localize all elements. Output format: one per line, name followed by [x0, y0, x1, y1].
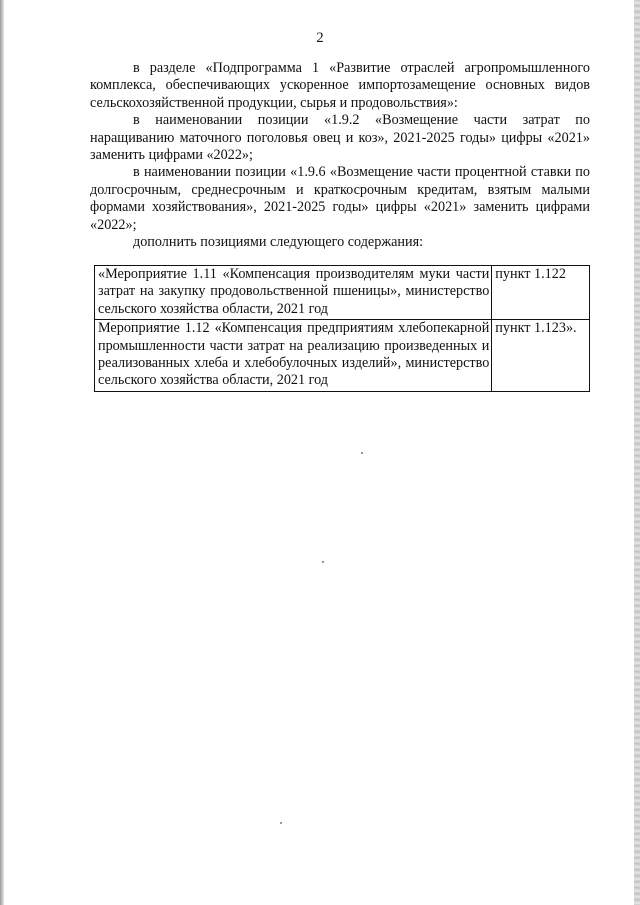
paragraph-position-1-9-6: в наименовании позиции «1.9.6 «Возмещение части процентной ставки по долгосрочным, среднесрочным и краткосрочным кредитам, взятым малыми формами хозяйствования», 2021-2025 годы» цифры «2021» заменить цифрами «2022»;: [90, 164, 590, 233]
table-row: [95, 320, 590, 392]
table-cell-description: Мероприятие 1.12 «Компенсация предприятиям хлебопекарной промышленности части затрат на реализацию произведенных и реализованных хлеба и хлебобулочных изделий», министерство сельского хозяйства области, 2021 год: [95, 320, 492, 392]
scan-edge-left: [0, 0, 4, 905]
table-cell-description: «Мероприятие 1.11 «Компенсация производителям муки части затрат на закупку продовольственной пшеницы», министерство сельского хозяйства области, 2021 год: [95, 266, 492, 320]
paragraph-position-1-9-2: в наименовании позиции «1.9.2 «Возмещение части затрат по наращиванию маточного поголовья овец и коз», 2021-2025 годы» цифры «2021» заменить цифрами «2022»;: [90, 112, 590, 164]
table-cell-reference: пункт 1.122: [492, 266, 590, 320]
page-number: 2: [316, 30, 324, 46]
scan-speck: [322, 561, 324, 563]
table-row: [95, 266, 590, 320]
scan-speck: [361, 452, 363, 454]
paragraph-add-positions: дополнить позициями следующего содержания:: [133, 234, 424, 251]
document-body: [90, 60, 590, 251]
scan-speck: [280, 822, 282, 824]
positions-table: [94, 265, 590, 392]
paragraph-section-intro: в разделе «Подпрограмма 1 «Развитие отраслей агропромышленного комплекса, обеспечивающих ускоренное импортозамещение основных видов сельскохозяйственной продукции, сырья и продовольствия»:: [90, 60, 590, 111]
table-cell-reference: пункт 1.123».: [492, 320, 590, 392]
scan-edge-right: [634, 0, 640, 905]
